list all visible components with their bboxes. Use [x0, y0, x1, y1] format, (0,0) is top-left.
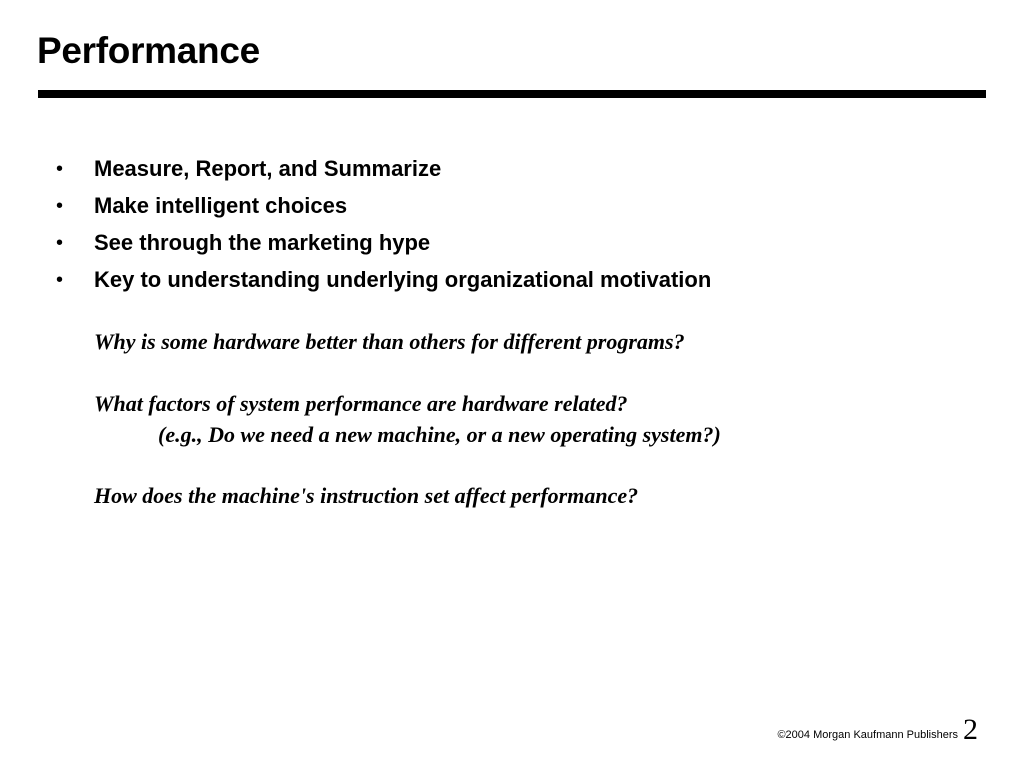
question-instruction-set: How does the machine's instruction set affect performance? — [94, 483, 639, 508]
bullet-text: Make intelligent choices — [94, 193, 348, 218]
bullet-icon: • — [56, 232, 64, 254]
bullet-icon: • — [56, 158, 64, 180]
question-performance-factors: What factors of system performance are hardware related? — [94, 391, 628, 416]
slide-title: Performance — [37, 30, 260, 71]
bullet-text: Measure, Report, and Summarize — [94, 156, 442, 181]
title-divider — [38, 90, 986, 98]
bullet-text: Key to understanding underlying organizational motivation — [94, 267, 712, 292]
question-hardware-programs: Why is some hardware better than others for different programs? — [94, 329, 685, 354]
bullet-icon: • — [56, 269, 64, 291]
question-example: (e.g., Do we need a new machine, or a new operating system?) — [158, 422, 721, 447]
page-number: 2 — [963, 713, 978, 746]
bullet-text: See through the marketing hype — [94, 230, 431, 255]
bullet-icon: • — [56, 195, 64, 217]
copyright-notice: ©2004 Morgan Kaufmann Publishers — [777, 729, 958, 741]
